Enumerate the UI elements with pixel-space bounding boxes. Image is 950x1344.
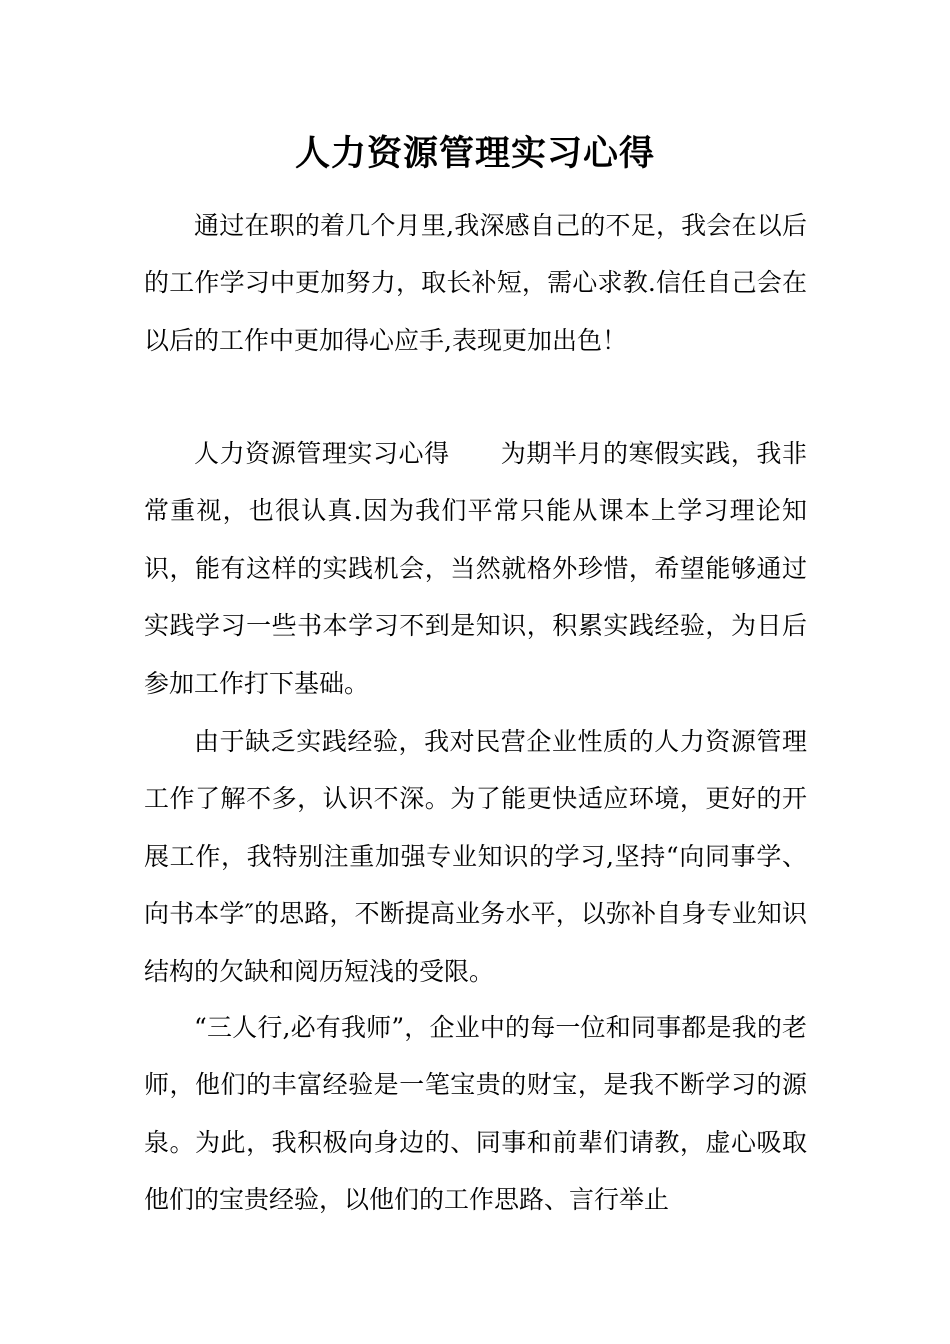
paragraph-3: 由于缺乏实践经验，我对民营企业性质的人力资源管理工作了解不多，认识不深。为了能更快适应环境，更好的开展工作，我特别注重加强专业知识的学习,坚持“向同事学、向书本学″的思路，不断提高业务水平，以弥补自身专业知识结构的欠缺和阅历短浅的受限。 [144,727,807,986]
paragraph-4: “三人行,必有我师”，企业中的每一位和同事都是我的老师，他们的丰富经验是一笔宝贵的财宝，是我不断学习的源泉。为此，我积极向身边的、同事和前辈们请教，虚心吸取他们的宝贵经验，以他们的工作思路、言行举止 [144,1013,807,1215]
document-title: 人力资源管理实习心得 [294,133,655,174]
paragraph-1: 通过在职的着几个月里,我深感自己的不足，我会在以后的工作学习中更加努力，取长补短，需心求教.信任自己会在以后的工作中更加得心应手,表现更加出色！ [144,211,807,355]
paragraph-2: 人力资源管理实习心得 为期半月的寒假实践，我非常重视，也很认真.因为我们平常只能从课本上学习理论知识，能有这样的实践机会，当然就格外珍惜，希望能够通过实践学习一些书本学习不到是知识，积累实践经验，为日后参加工作打下基础。 [144,439,807,698]
